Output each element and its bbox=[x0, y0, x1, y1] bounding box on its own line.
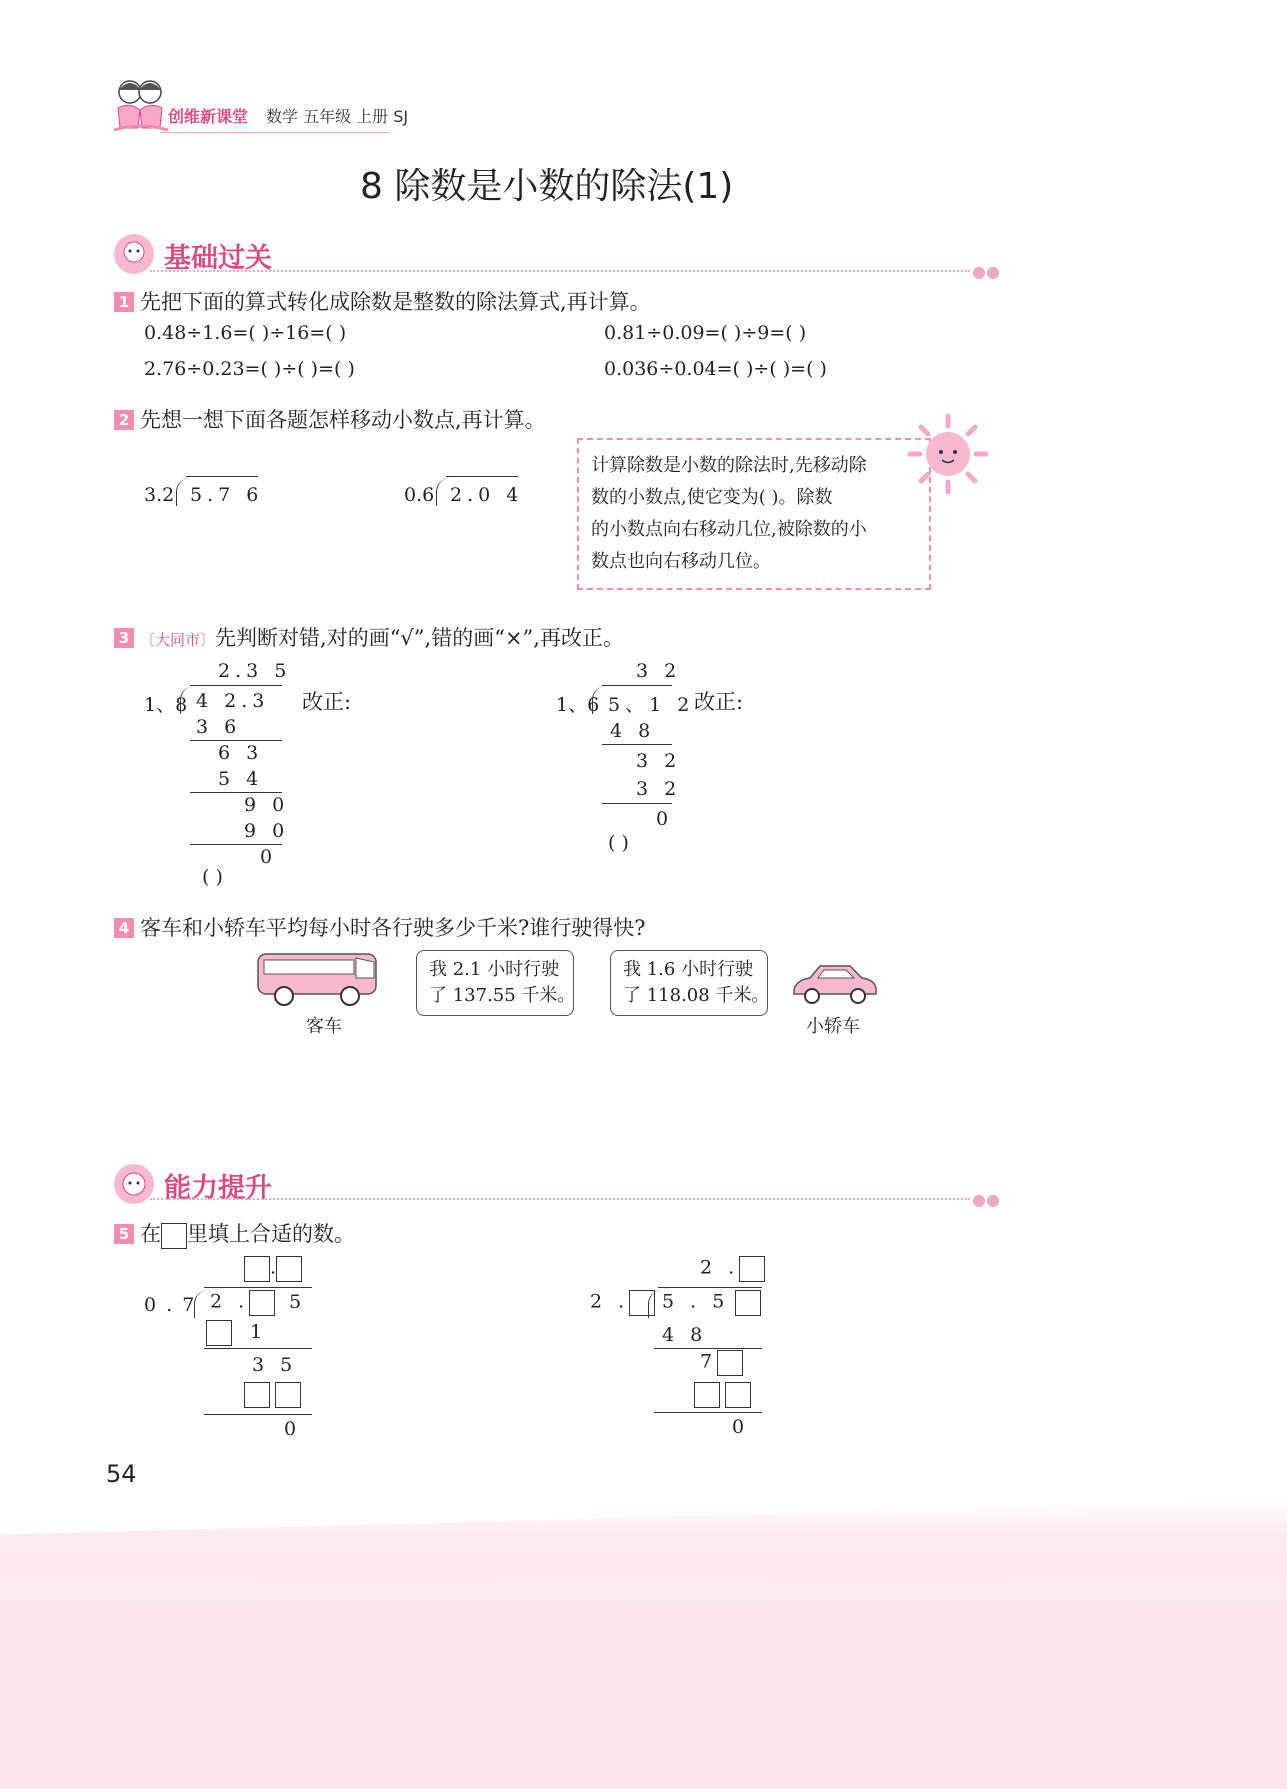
q5b-line2 bbox=[654, 1412, 762, 1413]
q5a-dividend bbox=[210, 1290, 306, 1316]
q5-number: 5 bbox=[114, 1224, 134, 1244]
q5b-quotient bbox=[700, 1256, 765, 1282]
q3b-step1: 4 8 bbox=[610, 720, 656, 742]
q5a-bar bbox=[204, 1287, 312, 1288]
bus-speech-line1: 我 2.1 小时行驶 bbox=[429, 959, 560, 980]
q2-tip-line4: 数点也向右移动几位。 bbox=[591, 551, 771, 572]
q1-eq-a: 0.48÷1.6=( )÷16=( ) bbox=[144, 322, 347, 344]
q5-prompt bbox=[114, 1218, 355, 1249]
q3b-step3: 3 2 bbox=[636, 778, 682, 800]
footer-band bbox=[0, 1500, 1287, 1789]
q3-source-tag: 〔大同市〕 bbox=[140, 631, 216, 649]
brand-name: 创维新课堂 bbox=[168, 107, 249, 126]
q2-number: 2 bbox=[114, 410, 134, 430]
q5a-line2 bbox=[204, 1414, 312, 1415]
q3b-dividend: 5、1 2 bbox=[608, 694, 695, 716]
q5a-q-box2[interactable] bbox=[276, 1256, 302, 1282]
section-basic-dots: ●● bbox=[972, 262, 1000, 281]
q5-text-pre: 在 bbox=[140, 1222, 161, 1246]
q3b-step2: 3 2 bbox=[636, 750, 682, 772]
q3a-bracket bbox=[180, 686, 195, 714]
q3b-quotient: 3 2 bbox=[636, 660, 682, 682]
mascot-logo bbox=[110, 72, 172, 136]
q2-p1-dividend: 5.7 6 bbox=[190, 484, 264, 506]
q2-tip-line3: 的小数点向右移动几位,被除数的小 bbox=[591, 519, 867, 540]
q3a-divisor: 1、8 bbox=[144, 694, 188, 716]
q3-text: 先判断对错,对的画“√”,错的画“×”,再改正。 bbox=[215, 626, 624, 650]
q3a-line1 bbox=[190, 740, 282, 741]
q3a-step3: 5 4 bbox=[218, 768, 264, 790]
q5b-last: 0 bbox=[732, 1416, 750, 1438]
q5a-s1-box[interactable] bbox=[206, 1320, 232, 1346]
q2-p2-divisor: 0.6 bbox=[404, 484, 435, 506]
q2-p2-bracket bbox=[436, 478, 451, 506]
page-title: 8 除数是小数的除法(1) bbox=[360, 166, 734, 207]
bus-speech-bubble bbox=[416, 950, 574, 1016]
q5a-line1 bbox=[204, 1348, 312, 1349]
q1-eq-d: 0.036÷0.04=( )÷( )=( ) bbox=[604, 358, 827, 380]
q1-text: 先把下面的算式转化成除数是整数的除法算式,再计算。 bbox=[140, 290, 651, 314]
q5-text-post: 里填上合适的数。 bbox=[187, 1222, 355, 1246]
q5b-step3 bbox=[694, 1382, 751, 1408]
q5b-s3-box2[interactable] bbox=[725, 1382, 751, 1408]
q2-tip-line2: 数的小数点,使它变为( )。除数 bbox=[591, 487, 833, 508]
q1-number: 1 bbox=[114, 292, 134, 312]
q5b-d-box[interactable] bbox=[735, 1290, 761, 1316]
q3a-bar bbox=[190, 685, 282, 686]
q3b-step4: 0 bbox=[656, 808, 674, 830]
q1-eq-c: 2.76÷0.23=( )÷( )=( ) bbox=[144, 358, 355, 380]
q5a-q-point: . bbox=[270, 1256, 277, 1279]
q3b-bracket bbox=[592, 686, 607, 714]
bus-icon bbox=[254, 948, 384, 1010]
q5a-step2: 3 5 bbox=[252, 1354, 298, 1376]
q5a-q-box1[interactable] bbox=[244, 1256, 270, 1282]
q5a-last: 0 bbox=[284, 1418, 302, 1440]
q5a-d-box[interactable] bbox=[249, 1290, 275, 1316]
q5b-quotient-a: 2 . bbox=[700, 1256, 740, 1279]
q3a-quotient: 2.3 5 bbox=[218, 660, 292, 682]
q3a-line3 bbox=[190, 844, 282, 845]
q3a-step5: 9 0 bbox=[244, 820, 290, 842]
page-number: 54 bbox=[106, 1460, 137, 1488]
q3b-line2 bbox=[602, 803, 672, 804]
q3a-step1: 3 6 bbox=[196, 716, 242, 738]
q5b-q-box[interactable] bbox=[739, 1256, 765, 1282]
q5a-step3 bbox=[244, 1382, 301, 1408]
q5a-step1 bbox=[206, 1320, 267, 1346]
q3b-line1 bbox=[602, 744, 672, 745]
section-basic-title: 基础过关 bbox=[164, 243, 272, 274]
car-speech-bubble bbox=[610, 950, 768, 1016]
section-ability-dots: ●● bbox=[972, 1190, 1000, 1209]
q3a-step4: 9 0 bbox=[244, 794, 290, 816]
car-speech-line1: 我 1.6 小时行驶 bbox=[623, 959, 754, 980]
q5b-step2 bbox=[700, 1350, 743, 1376]
q5b-bracket bbox=[648, 1290, 663, 1318]
q4-number: 4 bbox=[114, 918, 134, 938]
q2-text: 先想一想下面各题怎样移动小数点,再计算。 bbox=[140, 408, 546, 432]
car-speech-line2: 了 118.08 千米。 bbox=[623, 985, 770, 1006]
q2-p1-bracket bbox=[176, 478, 191, 506]
section-ability-title: 能力提升 bbox=[164, 1173, 272, 1204]
q5a-s3-box1[interactable] bbox=[244, 1382, 270, 1408]
q3b-fix-label: 改正: bbox=[694, 690, 744, 714]
q5a-quotient bbox=[244, 1256, 302, 1282]
q5b-divisor-a: 2 . bbox=[590, 1290, 630, 1313]
q3a-fix-label: 改正: bbox=[302, 690, 352, 714]
q3a-dividend: 4 2.3 bbox=[196, 690, 270, 712]
q2-p2-bar bbox=[446, 476, 518, 477]
book-info: 数学 五年级 上册 SJ bbox=[266, 107, 409, 126]
q2-tip-line1: 计算除数是小数的除法时,先移动除 bbox=[591, 455, 867, 476]
q3a-step6: 0 bbox=[260, 846, 278, 868]
sun-icon bbox=[906, 412, 990, 496]
q5a-s3-box2[interactable] bbox=[275, 1382, 301, 1408]
q1-eq-b: 0.81÷0.09=( )÷9=( ) bbox=[604, 322, 807, 344]
q5b-dividend bbox=[662, 1290, 761, 1316]
q3a-line2 bbox=[190, 792, 282, 793]
q3b-judge: ( ) bbox=[608, 832, 629, 854]
q3-prompt bbox=[114, 622, 624, 652]
bus-speech-line2: 了 137.55 千米。 bbox=[429, 985, 576, 1006]
q5a-divisor: 0 . 7 bbox=[144, 1294, 197, 1316]
q5b-divisor bbox=[590, 1290, 655, 1316]
q5b-step1: 4 8 bbox=[662, 1324, 708, 1346]
bus-label: 客车 bbox=[306, 1016, 342, 1037]
section-ability-divider bbox=[150, 1198, 970, 1200]
q5b-s3-box1[interactable] bbox=[694, 1382, 720, 1408]
q2-tip-box bbox=[577, 438, 931, 590]
q1-prompt bbox=[114, 286, 651, 316]
section-basic-divider bbox=[150, 270, 970, 272]
q5b-step2-digit: 7 bbox=[700, 1350, 718, 1373]
q5a-step1-digit: 1 bbox=[250, 1320, 268, 1343]
q5b-dividend-digits: 5 . 5 bbox=[662, 1290, 730, 1313]
q5b-s2-box[interactable] bbox=[717, 1350, 743, 1376]
q5a-dividend-b: 5 bbox=[289, 1290, 307, 1313]
q3-number: 3 bbox=[114, 628, 134, 648]
header-rule bbox=[160, 132, 390, 133]
q5a-dividend-a: 2 . bbox=[210, 1290, 250, 1313]
q2-prompt bbox=[114, 404, 546, 434]
q2-p2-dividend: 2.0 4 bbox=[450, 484, 524, 506]
q3b-bar bbox=[602, 685, 672, 686]
q3b-divisor: 1、6 bbox=[556, 694, 600, 716]
q3a-step2: 6 3 bbox=[218, 742, 264, 764]
car-label: 小轿车 bbox=[806, 1016, 860, 1037]
q5b-bar bbox=[658, 1287, 762, 1288]
q5-blank-box-sample bbox=[161, 1223, 187, 1249]
q2-p1-bar bbox=[186, 476, 258, 477]
q2-p1-divisor: 3.2 bbox=[144, 484, 175, 506]
q4-prompt bbox=[114, 912, 646, 942]
q3a-judge: ( ) bbox=[202, 866, 223, 888]
q4-text: 客车和小轿车平均每小时各行驶多少千米?谁行驶得快? bbox=[140, 916, 646, 940]
car-icon bbox=[788, 960, 880, 1006]
q5a-bracket bbox=[194, 1290, 209, 1318]
q5b-line1 bbox=[654, 1348, 762, 1349]
